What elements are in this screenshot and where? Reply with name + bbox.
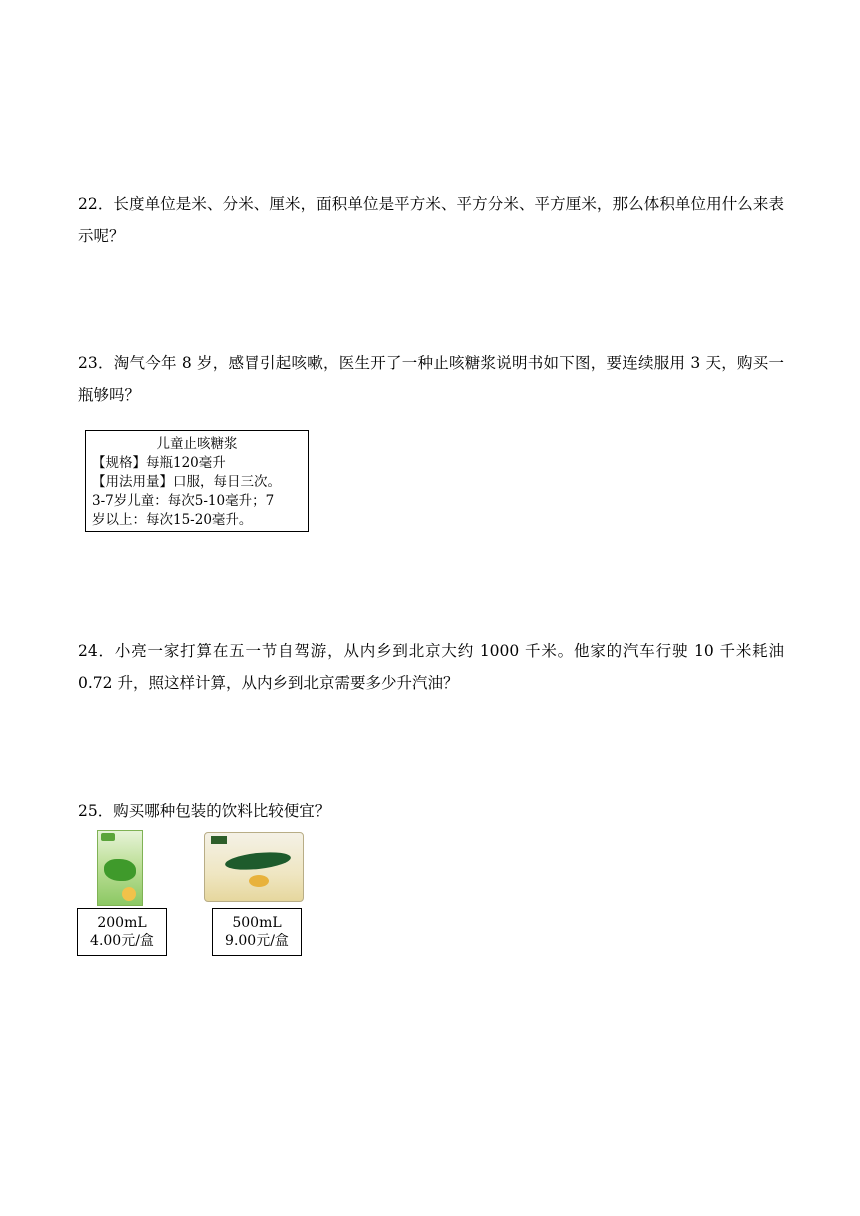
milk-carton-image (97, 830, 143, 906)
syrup-spec: 【规格】每瓶120毫升 (92, 455, 226, 471)
syrup-title: 儿童止咳糖浆 (156, 436, 238, 452)
question-25: 25．购买哪种包装的饮料比较便宜？ (78, 802, 331, 820)
syrup-usage: 【用法用量】口服，每日三次。 (92, 474, 281, 490)
question-23: 23．淘气今年 8 岁，感冒引起咳嗽，医生开了一种止咳糖浆说明书如下图，要连续服用 3 天，购买一瓶够吗？ (78, 354, 784, 404)
question-22: 22．长度单位是米、分米、厘米，面积单位是平方米、平方分米、平方厘米，那么体积单位用什么来表示呢？ (78, 195, 784, 245)
price-label: 9.00元/盒 (225, 933, 289, 949)
question-24: 24．小亮一家打算在五一节自驾游，从内乡到北京大约 1000 千米。他家的汽车行驶 10 千米耗油 0.72 升，照这样计算，从内乡到北京需要多少升汽油？ (78, 642, 784, 692)
volume-label: 500mL (232, 915, 282, 931)
syrup-dose-line-1: 3-7岁儿童：每次5-10毫升；7 (92, 493, 275, 509)
milk-bag-image (204, 832, 304, 902)
price-box-carton (77, 908, 167, 956)
syrup-instructions-box (85, 430, 309, 532)
volume-label: 200mL (97, 915, 147, 931)
syrup-dose-line-2: 岁以上：每次15-20毫升。 (92, 512, 253, 528)
price-label: 4.00元/盒 (90, 933, 154, 949)
price-box-bag (212, 908, 302, 956)
